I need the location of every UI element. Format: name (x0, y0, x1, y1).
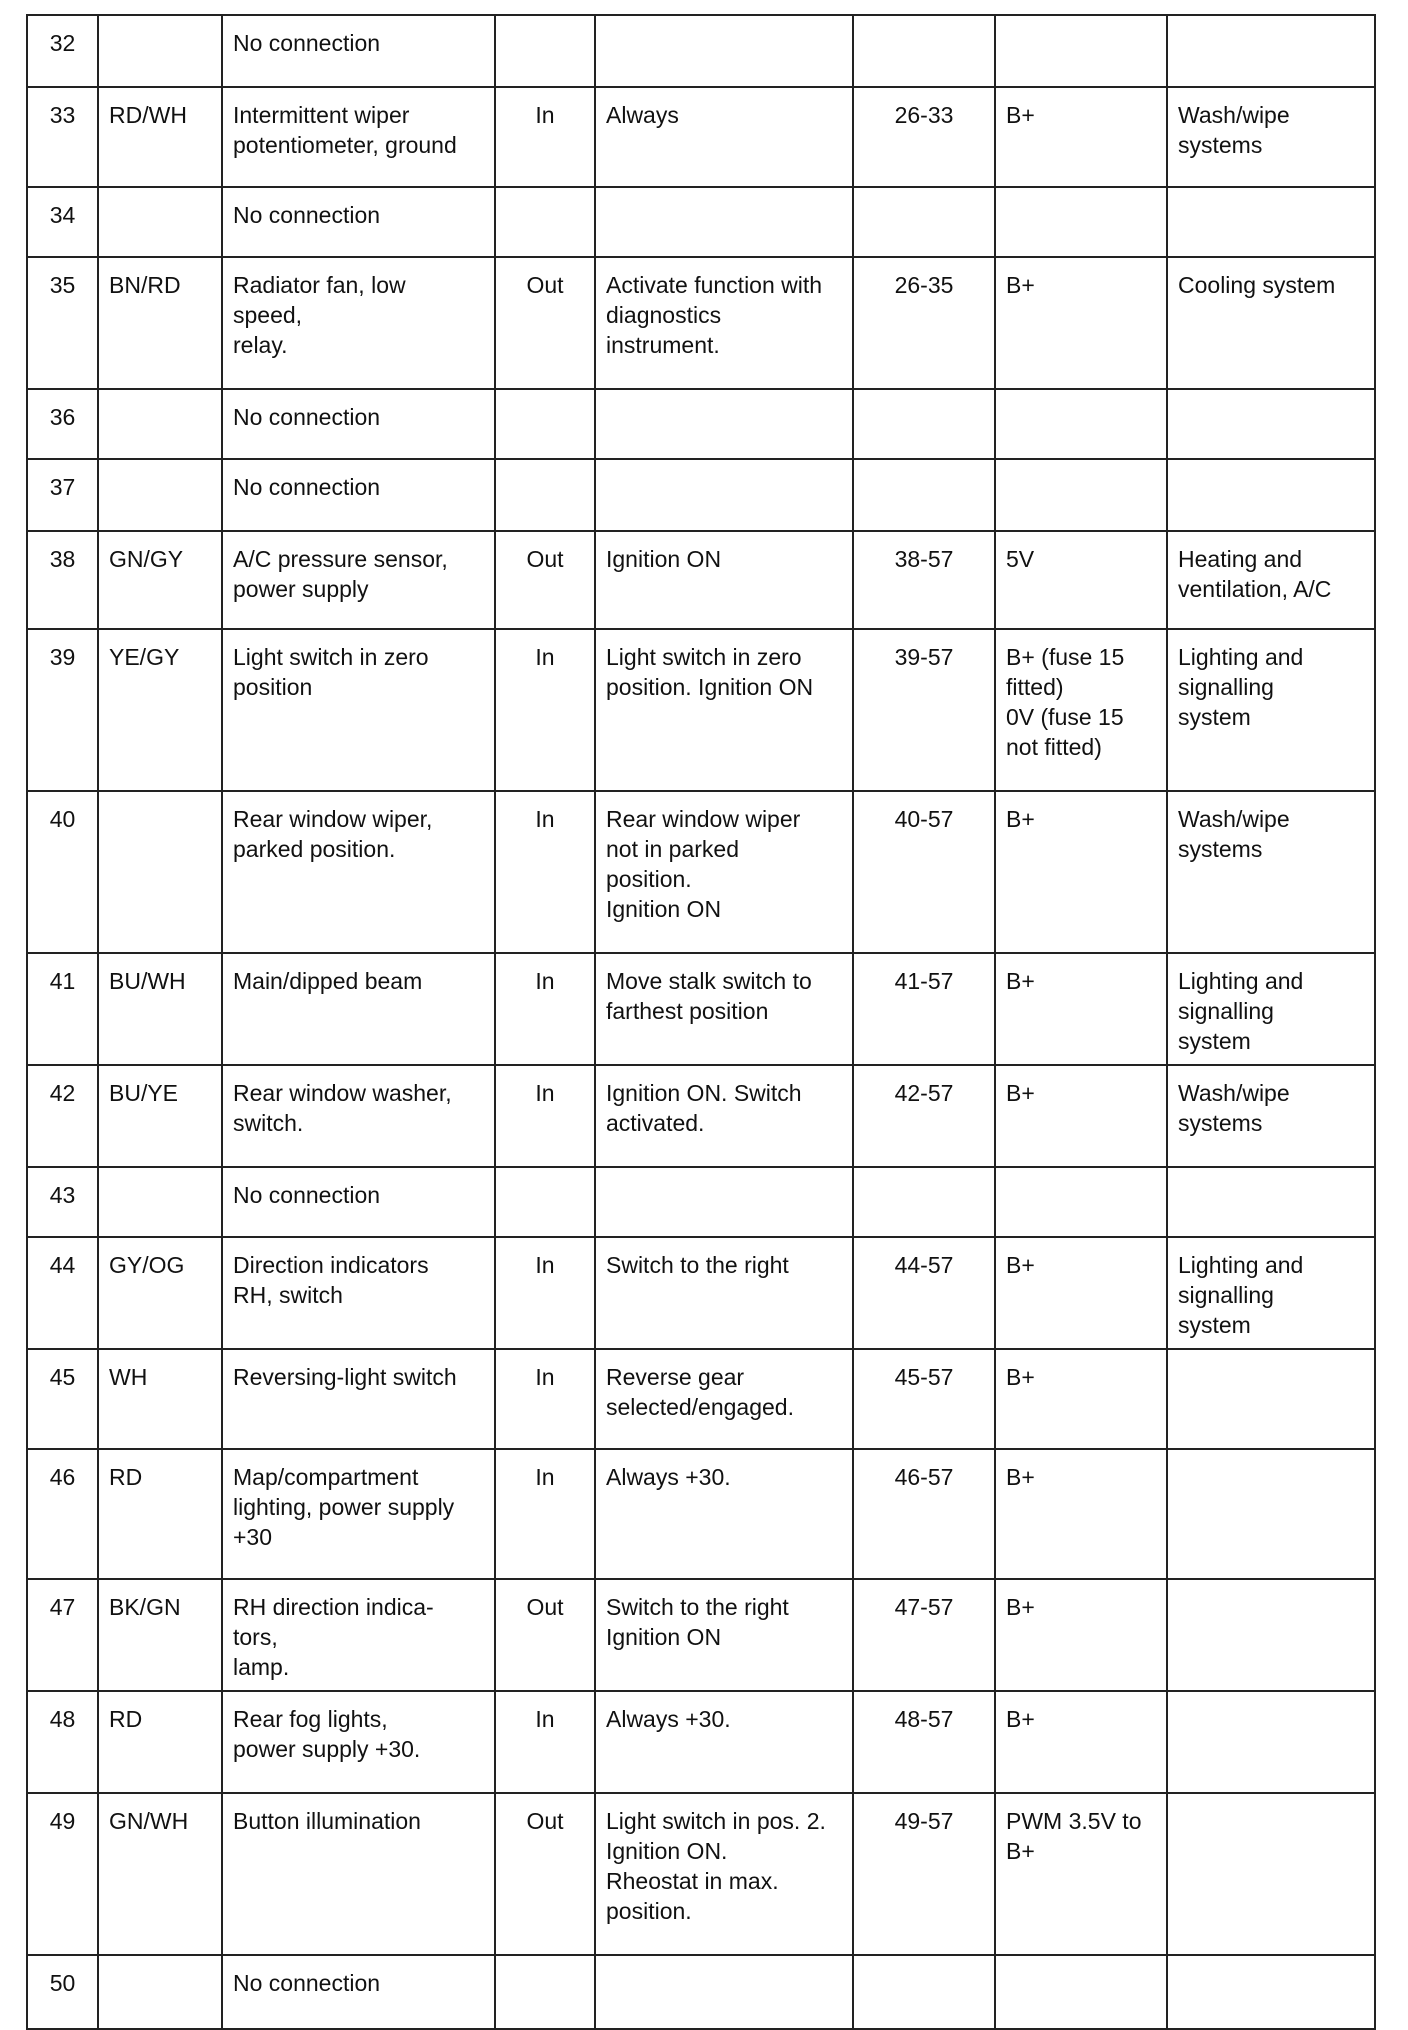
measure-points (853, 389, 995, 459)
table-row (27, 1167, 1375, 1237)
test-condition: Activate function with diagnostics instrument. (595, 257, 853, 389)
nominal-value: 5V (995, 531, 1167, 629)
wire-color: BN/RD (98, 257, 222, 389)
measure-points: 26-33 (853, 87, 995, 187)
pin-number: 47 (27, 1579, 98, 1691)
table-row (27, 1579, 1375, 1691)
nominal-value: B+ (995, 1349, 1167, 1449)
pin-description: No connection (222, 1167, 495, 1237)
measure-points (853, 15, 995, 87)
test-condition (595, 1167, 853, 1237)
nominal-value: B+ (995, 791, 1167, 953)
table-row (27, 187, 1375, 257)
test-condition: Reverse gear selected/engaged. (595, 1349, 853, 1449)
test-condition (595, 15, 853, 87)
signal-direction: In (495, 791, 595, 953)
pin-description: Main/dipped beam (222, 953, 495, 1065)
test-condition (595, 389, 853, 459)
test-condition: Always +30. (595, 1449, 853, 1579)
pin-description: Direction indicators RH, switch (222, 1237, 495, 1349)
table-row (27, 531, 1375, 629)
measure-points (853, 459, 995, 531)
nominal-value: B+ (995, 1579, 1167, 1691)
measure-points: 42-57 (853, 1065, 995, 1167)
signal-direction: Out (495, 1793, 595, 1955)
measure-points (853, 187, 995, 257)
table-row (27, 1349, 1375, 1449)
pin-number: 43 (27, 1167, 98, 1237)
table-row (27, 791, 1375, 953)
wire-color (98, 187, 222, 257)
pin-description: No connection (222, 389, 495, 459)
test-condition (595, 459, 853, 531)
connector-pin-table (26, 14, 1376, 2030)
table-row (27, 15, 1375, 87)
pin-number: 33 (27, 87, 98, 187)
signal-direction (495, 1955, 595, 2029)
signal-direction (495, 187, 595, 257)
signal-direction: Out (495, 257, 595, 389)
related-system: Lighting and signalling system (1167, 1237, 1375, 1349)
pin-description: Rear window washer, switch. (222, 1065, 495, 1167)
nominal-value: B+ (995, 953, 1167, 1065)
related-system (1167, 1691, 1375, 1793)
pin-description: Radiator fan, low speed, relay. (222, 257, 495, 389)
table-row (27, 1065, 1375, 1167)
related-system: Heating and ventilation, A/C (1167, 531, 1375, 629)
wire-color: GY/OG (98, 1237, 222, 1349)
test-condition: Light switch in zero position. Ignition ON (595, 629, 853, 791)
pin-description: Map/compartment lighting, power supply +30 (222, 1449, 495, 1579)
wire-color: BK/GN (98, 1579, 222, 1691)
measure-points: 38-57 (853, 531, 995, 629)
pin-description: No connection (222, 459, 495, 531)
signal-direction (495, 389, 595, 459)
related-system (1167, 1793, 1375, 1955)
related-system: Cooling system (1167, 257, 1375, 389)
pin-description: Reversing-light switch (222, 1349, 495, 1449)
test-condition: Ignition ON (595, 531, 853, 629)
signal-direction (495, 459, 595, 531)
signal-direction: In (495, 1237, 595, 1349)
nominal-value: B+ (995, 257, 1167, 389)
test-condition: Always +30. (595, 1691, 853, 1793)
related-system (1167, 1349, 1375, 1449)
table-row (27, 629, 1375, 791)
wire-color: BU/YE (98, 1065, 222, 1167)
wire-color: WH (98, 1349, 222, 1449)
pin-number: 42 (27, 1065, 98, 1167)
pin-number: 44 (27, 1237, 98, 1349)
related-system (1167, 1167, 1375, 1237)
nominal-value: PWM 3.5V to B+ (995, 1793, 1167, 1955)
test-condition: Switch to the right Ignition ON (595, 1579, 853, 1691)
wire-color: GN/WH (98, 1793, 222, 1955)
nominal-value: B+ (995, 1065, 1167, 1167)
measure-points: 41-57 (853, 953, 995, 1065)
pin-number: 50 (27, 1955, 98, 2029)
pin-number: 35 (27, 257, 98, 389)
table-body (27, 15, 1375, 2029)
nominal-value (995, 1167, 1167, 1237)
related-system (1167, 389, 1375, 459)
pin-description: Rear fog lights, power supply +30. (222, 1691, 495, 1793)
measure-points: 49-57 (853, 1793, 995, 1955)
signal-direction: In (495, 629, 595, 791)
table-row (27, 953, 1375, 1065)
pin-number: 45 (27, 1349, 98, 1449)
pin-description: No connection (222, 187, 495, 257)
signal-direction: In (495, 1691, 595, 1793)
pin-description: Light switch in zero position (222, 629, 495, 791)
related-system (1167, 1449, 1375, 1579)
nominal-value: B+ (995, 1691, 1167, 1793)
wire-color (98, 15, 222, 87)
wire-color (98, 791, 222, 953)
measure-points: 26-35 (853, 257, 995, 389)
pin-number: 39 (27, 629, 98, 791)
pin-number: 38 (27, 531, 98, 629)
pin-description: No connection (222, 1955, 495, 2029)
wire-color: YE/GY (98, 629, 222, 791)
related-system: Wash/wipe systems (1167, 791, 1375, 953)
wire-color: RD (98, 1449, 222, 1579)
measure-points: 48-57 (853, 1691, 995, 1793)
related-system: Wash/wipe systems (1167, 87, 1375, 187)
pin-number: 37 (27, 459, 98, 531)
measure-points (853, 1955, 995, 2029)
measure-points: 47-57 (853, 1579, 995, 1691)
test-condition: Rear window wiper not in parked position. Ignition ON (595, 791, 853, 953)
wire-color (98, 389, 222, 459)
related-system (1167, 187, 1375, 257)
document-page (26, 14, 1374, 2030)
test-condition: Move stalk switch to farthest position (595, 953, 853, 1065)
pin-description: No connection (222, 15, 495, 87)
signal-direction: In (495, 87, 595, 187)
pin-description: A/C pressure sensor, power supply (222, 531, 495, 629)
test-condition (595, 1955, 853, 2029)
pin-description: Rear window wiper, parked position. (222, 791, 495, 953)
signal-direction: In (495, 953, 595, 1065)
table-row (27, 1955, 1375, 2029)
pin-number: 48 (27, 1691, 98, 1793)
nominal-value: B+ (995, 87, 1167, 187)
related-system (1167, 1579, 1375, 1691)
table-row (27, 1793, 1375, 1955)
related-system: Wash/wipe systems (1167, 1065, 1375, 1167)
measure-points: 46-57 (853, 1449, 995, 1579)
pin-number: 36 (27, 389, 98, 459)
pin-number: 49 (27, 1793, 98, 1955)
table-row (27, 1449, 1375, 1579)
test-condition: Light switch in pos. 2. Ignition ON. Rheostat in max. position. (595, 1793, 853, 1955)
pin-description: Intermittent wiper potentiometer, ground (222, 87, 495, 187)
pin-number: 32 (27, 15, 98, 87)
wire-color: GN/GY (98, 531, 222, 629)
wire-color (98, 1955, 222, 2029)
wire-color: RD/WH (98, 87, 222, 187)
signal-direction (495, 15, 595, 87)
measure-points: 40-57 (853, 791, 995, 953)
nominal-value (995, 187, 1167, 257)
pin-number: 34 (27, 187, 98, 257)
nominal-value (995, 15, 1167, 87)
table-row (27, 1237, 1375, 1349)
table-row (27, 389, 1375, 459)
measure-points: 39-57 (853, 629, 995, 791)
nominal-value (995, 459, 1167, 531)
test-condition: Ignition ON. Switch activated. (595, 1065, 853, 1167)
pin-number: 46 (27, 1449, 98, 1579)
measure-points: 44-57 (853, 1237, 995, 1349)
pin-description: RH direction indica- tors, lamp. (222, 1579, 495, 1691)
table-row (27, 1691, 1375, 1793)
nominal-value: B+ (995, 1237, 1167, 1349)
signal-direction: Out (495, 1579, 595, 1691)
signal-direction: Out (495, 531, 595, 629)
measure-points (853, 1167, 995, 1237)
table-row (27, 257, 1375, 389)
related-system (1167, 459, 1375, 531)
wire-color: RD (98, 1691, 222, 1793)
signal-direction: In (495, 1349, 595, 1449)
signal-direction: In (495, 1065, 595, 1167)
table-row (27, 459, 1375, 531)
signal-direction (495, 1167, 595, 1237)
wire-color (98, 459, 222, 531)
related-system (1167, 15, 1375, 87)
signal-direction: In (495, 1449, 595, 1579)
measure-points: 45-57 (853, 1349, 995, 1449)
nominal-value (995, 389, 1167, 459)
test-condition (595, 187, 853, 257)
test-condition: Always (595, 87, 853, 187)
nominal-value: B+ (995, 1449, 1167, 1579)
nominal-value: B+ (fuse 15 fitted) 0V (fuse 15 not fitted) (995, 629, 1167, 791)
pin-number: 41 (27, 953, 98, 1065)
nominal-value (995, 1955, 1167, 2029)
pin-number: 40 (27, 791, 98, 953)
pin-description: Button illumination (222, 1793, 495, 1955)
test-condition: Switch to the right (595, 1237, 853, 1349)
related-system (1167, 1955, 1375, 2029)
wire-color: BU/WH (98, 953, 222, 1065)
related-system: Lighting and signalling system (1167, 953, 1375, 1065)
related-system: Lighting and signalling system (1167, 629, 1375, 791)
wire-color (98, 1167, 222, 1237)
table-row (27, 87, 1375, 187)
